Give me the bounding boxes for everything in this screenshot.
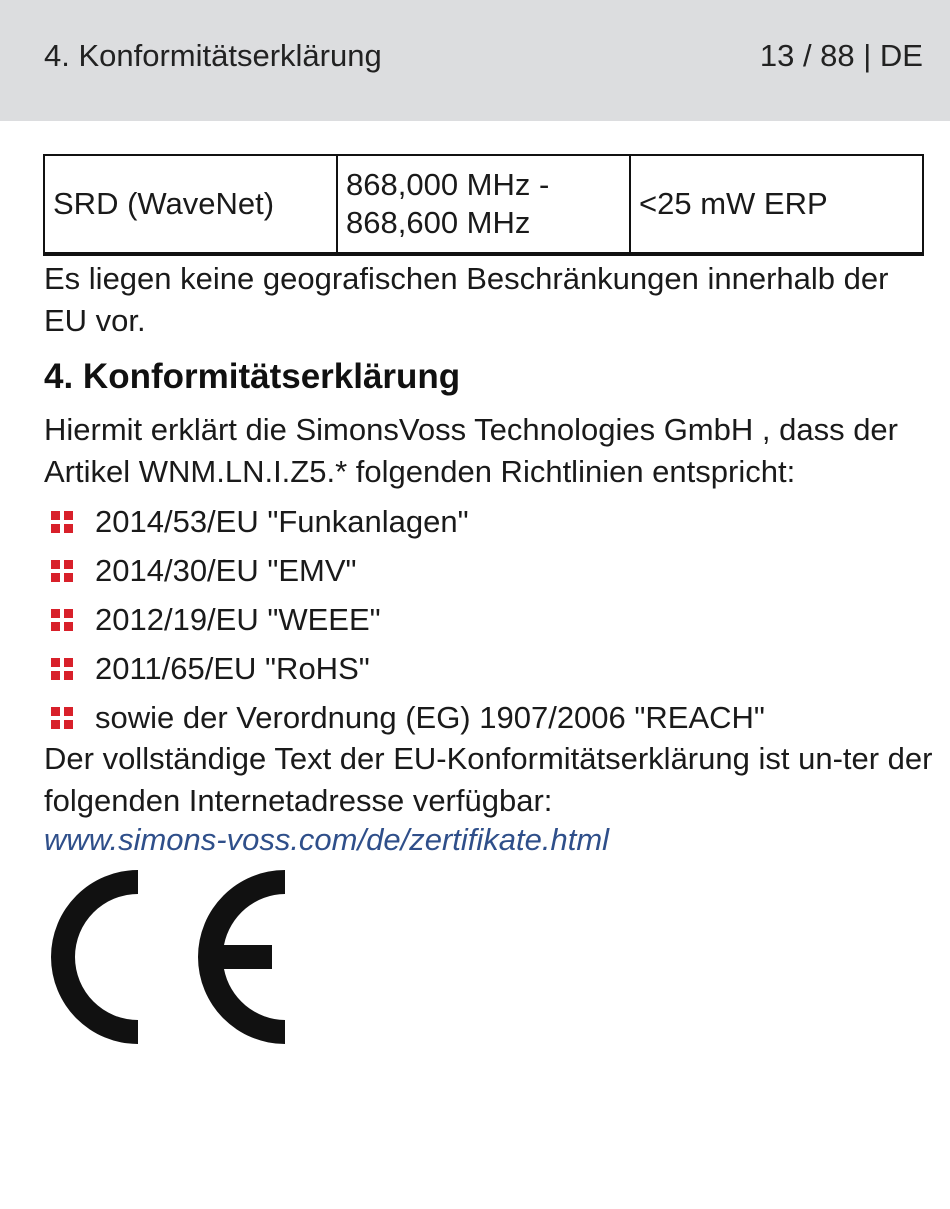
list-item [44, 497, 765, 546]
red-square-bullet-icon [51, 707, 73, 729]
table-cell-power: <25 mW ERP [630, 155, 923, 254]
directive-text: 2014/53/EU "Funkanlagen" [95, 503, 469, 539]
header-section-title: 4. Konformitätserklärung [44, 38, 382, 73]
header-page-indicator: 13 / 88 | DE [759, 38, 923, 73]
red-square-bullet-icon [51, 560, 73, 582]
directive-list [44, 497, 765, 742]
directive-text: sowie der Verordnung (EG) 1907/2006 "REACH" [95, 699, 765, 735]
directive-text: 2012/19/EU "WEEE" [95, 601, 381, 637]
section-heading: 4. Konformitätserklärung [44, 357, 461, 396]
list-item [44, 644, 765, 693]
certificates-link[interactable]: www.simons-voss.com/de/zertifikate.html [44, 822, 610, 857]
ce-mark-logo [42, 870, 292, 1045]
table-row [44, 155, 923, 254]
red-square-bullet-icon [51, 609, 73, 631]
geo-restriction-note: Es liegen keine geografischen Beschränkungen innerhalb der EU vor. [44, 261, 889, 338]
directive-text: 2011/65/EU "RoHS" [95, 650, 370, 686]
table-cell-band: SRD (WaveNet) [53, 186, 275, 221]
red-square-bullet-icon [51, 511, 73, 533]
fulltext-note: Der vollständige Text der EU-Konformitätserklärung ist un-ter der folgenden Internetadresse verfügbar: [44, 741, 933, 818]
table-cell-frequency: 868,000 MHz - 868,600 MHz [337, 155, 630, 254]
directive-text: 2014/30/EU "EMV" [95, 552, 357, 588]
page-header [0, 0, 950, 121]
frequency-table [43, 154, 924, 256]
red-square-bullet-icon [51, 658, 73, 680]
declaration-intro: Hiermit erklärt die SimonsVoss Technologies GmbH , dass der Artikel WNM.LN.I.Z5.* folgenden Richtlinien entspricht: [44, 412, 898, 489]
list-item [44, 595, 765, 644]
list-item [44, 546, 765, 595]
list-item [44, 693, 765, 742]
